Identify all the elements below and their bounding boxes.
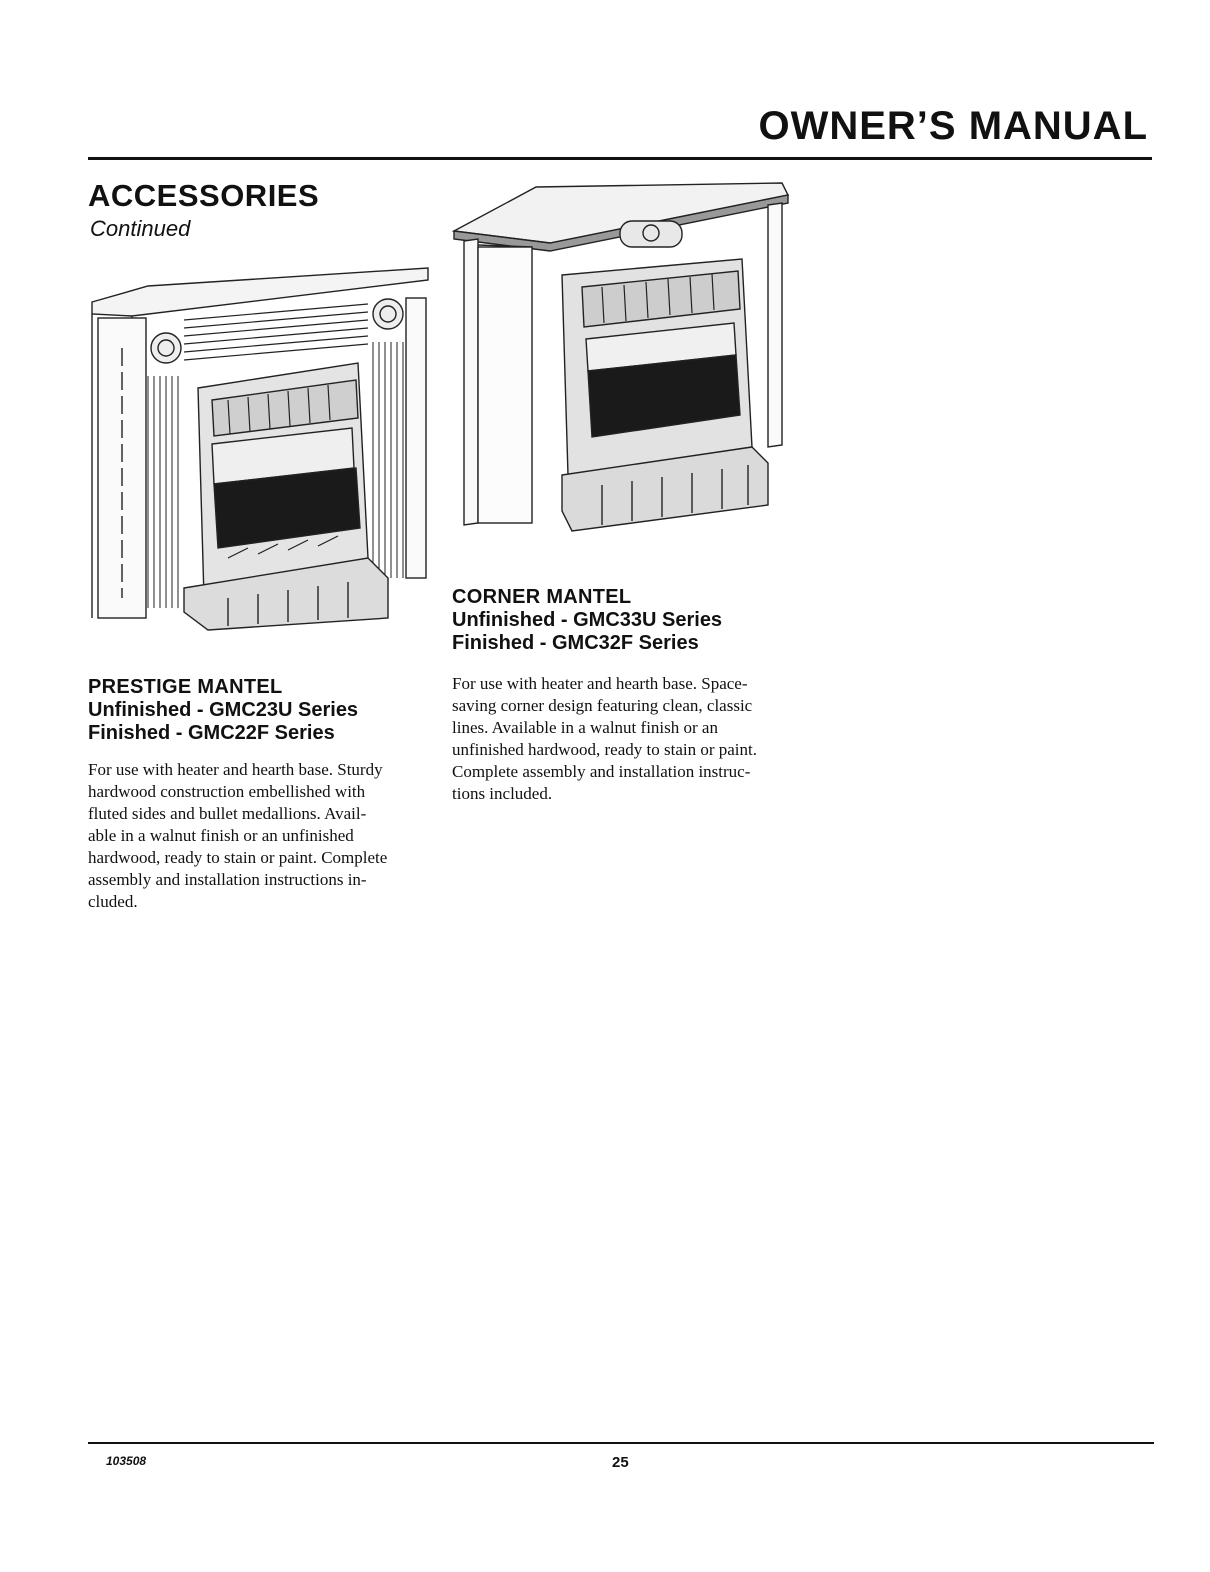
description-line: For use with heater and hearth base. Space-	[452, 674, 748, 693]
prestige-mantel-block	[88, 676, 428, 913]
header-rule	[88, 157, 1152, 160]
description-line: Complete assembly and installation instruc-	[452, 762, 751, 781]
page-number: 25	[612, 1454, 629, 1471]
description-line: able in a walnut finish or an unfinished	[88, 826, 354, 845]
description-line: saving corner design featuring clean, classic	[452, 696, 753, 715]
manual-title: OWNER’S MANUAL	[758, 104, 1148, 148]
product-name: PRESTIGE MANTEL	[88, 676, 283, 698]
product-unfinished: Unfinished - GMC23U Series	[88, 699, 359, 721]
description-line: unfinished hardwood, ready to stain or paint.	[452, 740, 757, 759]
description-line: assembly and installation instructions in-	[88, 870, 367, 889]
description-line: cluded.	[88, 892, 138, 911]
corner-mantel-block	[452, 586, 792, 805]
section-title: ACCESSORIES	[88, 178, 320, 213]
product-description	[452, 673, 792, 805]
document-code: 103508	[106, 1454, 147, 1468]
description-line: fluted sides and bullet medallions. Avail-	[88, 804, 367, 823]
product-finished: Finished - GMC32F Series	[452, 632, 699, 654]
corner-mantel-illustration	[452, 175, 792, 535]
section-subtitle: Continued	[90, 216, 191, 241]
description-line: For use with heater and hearth base. Sturdy	[88, 760, 383, 779]
prestige-mantel-illustration	[88, 258, 433, 638]
description-line: lines. Available in a walnut finish or an	[452, 718, 718, 737]
footer-rule	[88, 1442, 1154, 1444]
product-description	[88, 759, 428, 913]
product-finished: Finished - GMC22F Series	[88, 722, 335, 744]
product-name: CORNER MANTEL	[452, 586, 632, 608]
description-line: hardwood construction embellished with	[88, 782, 366, 801]
description-line: tions included.	[452, 784, 553, 803]
product-unfinished: Unfinished - GMC33U Series	[452, 609, 723, 631]
description-line: hardwood, ready to stain or paint. Complete	[88, 848, 388, 867]
